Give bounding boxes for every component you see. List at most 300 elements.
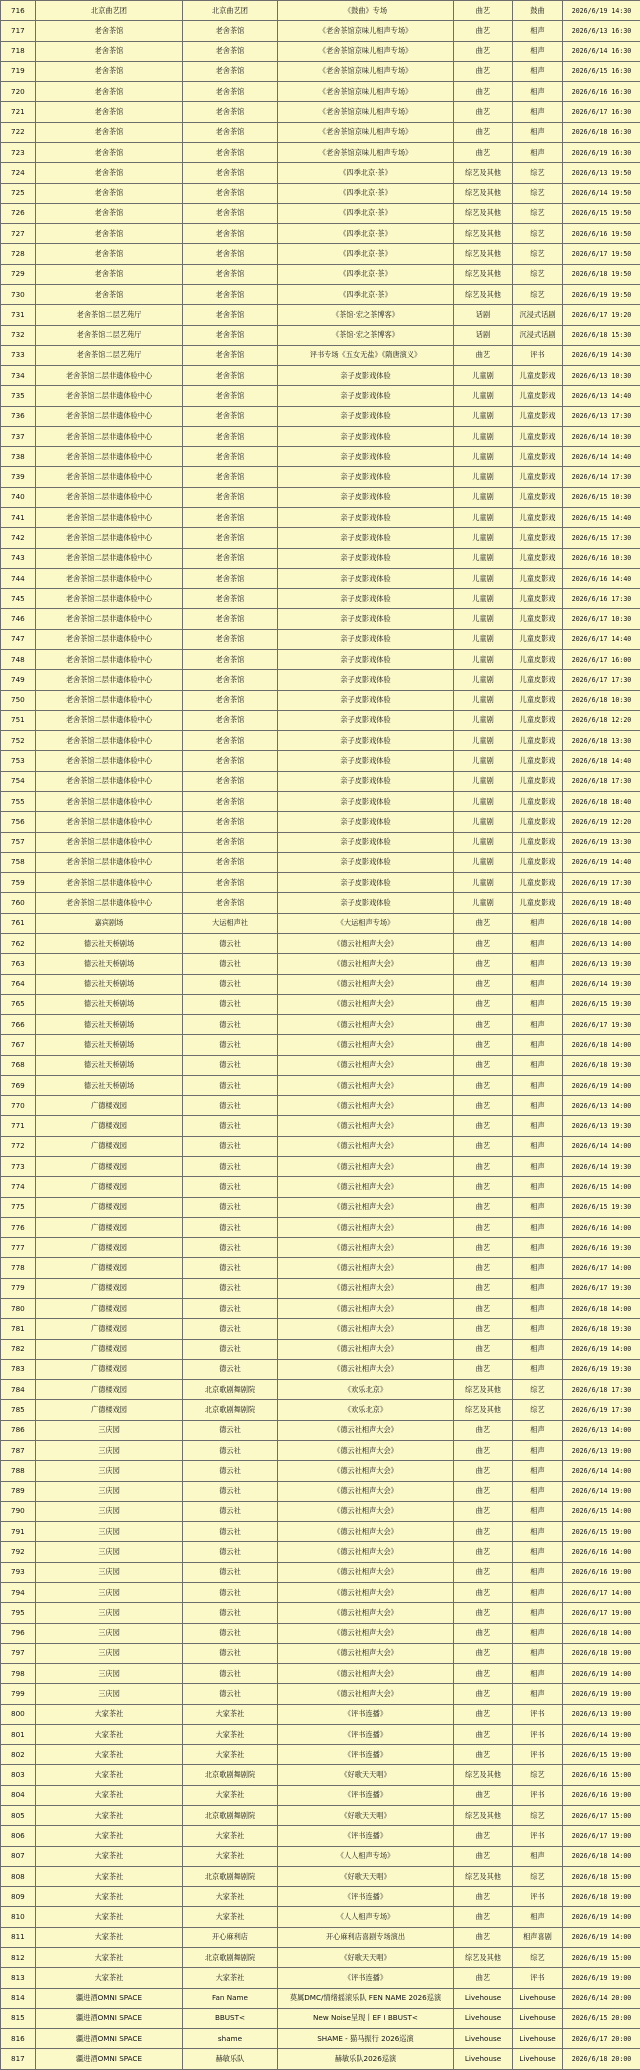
category-cell: 综艺及其他 [454, 1948, 513, 1968]
subcategory-cell: 综艺 [513, 1806, 563, 1826]
subcategory-cell: 综艺 [513, 183, 563, 203]
category-cell: 综艺及其他 [454, 163, 513, 183]
table-row [1, 1420, 640, 1440]
row-number-cell: 716 [1, 1, 36, 21]
program-title-cell: 亲子皮影戏体验 [278, 629, 454, 649]
category-cell: 儿童剧 [454, 710, 513, 730]
venue-cell: 广德楼戏园 [36, 1217, 183, 1237]
organizer-cell: 开心麻利店 [183, 1927, 278, 1947]
datetime-cell: 2026/6/18 19:30 [563, 1055, 640, 1075]
row-number-cell: 791 [1, 1522, 36, 1542]
row-number-cell: 789 [1, 1481, 36, 1501]
organizer-cell: 德云社 [183, 1278, 278, 1298]
category-cell: 综艺及其他 [454, 1806, 513, 1826]
row-number-cell: 760 [1, 893, 36, 913]
table-row [1, 1339, 640, 1359]
category-cell: 儿童剧 [454, 386, 513, 406]
category-cell: 曲艺 [454, 1724, 513, 1744]
venue-cell: 老舍茶馆二层非遗体验中心 [36, 731, 183, 751]
category-cell: 曲艺 [454, 1035, 513, 1055]
table-row [1, 1035, 640, 1055]
subcategory-cell: 相声 [513, 1055, 563, 1075]
datetime-cell: 2026/6/13 17:30 [563, 406, 640, 426]
venue-cell: 老舍茶馆二层非遗体验中心 [36, 548, 183, 568]
row-number-cell: 755 [1, 791, 36, 811]
venue-cell: 三庆园 [36, 1501, 183, 1521]
organizer-cell: 大家茶社 [183, 1704, 278, 1724]
program-title-cell: 《德云社相声大会》 [278, 994, 454, 1014]
datetime-cell: 2026/6/19 19:00 [563, 1968, 640, 1988]
organizer-cell: 老舍茶馆 [183, 771, 278, 791]
table-row [1, 1075, 640, 1095]
venue-cell: 德云社天桥剧场 [36, 933, 183, 953]
organizer-cell: 老舍茶馆 [183, 183, 278, 203]
subcategory-cell: 相声 [513, 1136, 563, 1156]
subcategory-cell: 相声 [513, 142, 563, 162]
category-cell: 儿童剧 [454, 771, 513, 791]
table-row [1, 447, 640, 467]
datetime-cell: 2026/6/13 14:40 [563, 386, 640, 406]
venue-cell: 老舍茶馆二层非遗体验中心 [36, 609, 183, 629]
program-title-cell: 亲子皮影戏体验 [278, 447, 454, 467]
subcategory-cell: 儿童皮影戏 [513, 508, 563, 528]
table-row [1, 629, 640, 649]
category-cell: 儿童剧 [454, 406, 513, 426]
table-row [1, 82, 640, 102]
organizer-cell: 德云社 [183, 1542, 278, 1562]
organizer-cell: 北京歌剧舞剧院 [183, 1866, 278, 1886]
category-cell: 曲艺 [454, 1481, 513, 1501]
subcategory-cell: 儿童皮影戏 [513, 528, 563, 548]
category-cell: 儿童剧 [454, 832, 513, 852]
table-row [1, 508, 640, 528]
category-cell: 曲艺 [454, 1319, 513, 1339]
organizer-cell: 德云社 [183, 1238, 278, 1258]
venue-cell: 老舍茶馆二层非遗体验中心 [36, 426, 183, 446]
row-number-cell: 740 [1, 487, 36, 507]
category-cell: 曲艺 [454, 1, 513, 21]
program-title-cell: 《四季北京·茶》 [278, 224, 454, 244]
organizer-cell: 德云社 [183, 1339, 278, 1359]
datetime-cell: 2026/6/14 19:30 [563, 1157, 640, 1177]
program-title-cell: 亲子皮影戏体验 [278, 873, 454, 893]
subcategory-cell: 儿童皮影戏 [513, 589, 563, 609]
row-number-cell: 739 [1, 467, 36, 487]
row-number-cell: 793 [1, 1562, 36, 1582]
datetime-cell: 2026/6/15 19:30 [563, 994, 640, 1014]
organizer-cell: 德云社 [183, 1319, 278, 1339]
subcategory-cell: 综艺 [513, 1380, 563, 1400]
category-cell: 曲艺 [454, 1704, 513, 1724]
datetime-cell: 2026/6/16 19:50 [563, 224, 640, 244]
datetime-cell: 2026/6/18 19:50 [563, 264, 640, 284]
venue-cell: 广德楼戏园 [36, 1278, 183, 1298]
row-number-cell: 804 [1, 1785, 36, 1805]
organizer-cell: 德云社 [183, 1664, 278, 1684]
organizer-cell: 大家茶社 [183, 1968, 278, 1988]
venue-cell: 广德楼戏园 [36, 1238, 183, 1258]
table-row [1, 1846, 640, 1866]
datetime-cell: 2026/6/13 14:00 [563, 1420, 640, 1440]
row-number-cell: 738 [1, 447, 36, 467]
row-number-cell: 794 [1, 1582, 36, 1602]
row-number-cell: 749 [1, 670, 36, 690]
program-title-cell: 《德云社相声大会》 [278, 1157, 454, 1177]
category-cell: 曲艺 [454, 913, 513, 933]
program-title-cell: 亲子皮影戏体验 [278, 386, 454, 406]
program-title-cell: 《评书连播》 [278, 1745, 454, 1765]
venue-cell: 老舍茶馆 [36, 41, 183, 61]
program-title-cell: 亲子皮影戏体验 [278, 487, 454, 507]
datetime-cell: 2026/6/17 19:30 [563, 1015, 640, 1035]
datetime-cell: 2026/6/14 10:30 [563, 426, 640, 446]
table-row [1, 893, 640, 913]
organizer-cell: BBUST< [183, 2008, 278, 2028]
organizer-cell: 老舍茶馆 [183, 366, 278, 386]
datetime-cell: 2026/6/17 20:00 [563, 2029, 640, 2049]
table-row [1, 1826, 640, 1846]
program-title-cell: 《四季北京·茶》 [278, 163, 454, 183]
venue-cell: 北京曲艺团 [36, 1, 183, 21]
datetime-cell: 2026/6/19 19:50 [563, 284, 640, 304]
venue-cell: 大家茶社 [36, 1724, 183, 1744]
category-cell: 曲艺 [454, 61, 513, 81]
subcategory-cell: 相声 [513, 1096, 563, 1116]
organizer-cell: 老舍茶馆 [183, 61, 278, 81]
datetime-cell: 2026/6/15 19:00 [563, 1745, 640, 1765]
program-title-cell: 亲子皮影戏体验 [278, 751, 454, 771]
organizer-cell: 老舍茶馆 [183, 203, 278, 223]
category-cell: 儿童剧 [454, 467, 513, 487]
row-number-cell: 783 [1, 1359, 36, 1379]
venue-cell: 老舍茶馆 [36, 264, 183, 284]
table-row [1, 548, 640, 568]
venue-cell: 老舍茶馆 [36, 102, 183, 122]
category-cell: 儿童剧 [454, 426, 513, 446]
program-title-cell: 《欢乐北京》 [278, 1400, 454, 1420]
table-row [1, 1359, 640, 1379]
organizer-cell: 大家茶社 [183, 1887, 278, 1907]
subcategory-cell: 相声 [513, 1339, 563, 1359]
datetime-cell: 2026/6/18 10:30 [563, 690, 640, 710]
datetime-cell: 2026/6/18 19:30 [563, 1319, 640, 1339]
subcategory-cell: 儿童皮影戏 [513, 791, 563, 811]
datetime-cell: 2026/6/18 14:40 [563, 751, 640, 771]
row-number-cell: 802 [1, 1745, 36, 1765]
program-title-cell: 亲子皮影戏体验 [278, 710, 454, 730]
subcategory-cell: 相声 [513, 82, 563, 102]
venue-cell: 大家茶社 [36, 1948, 183, 1968]
table-row [1, 244, 640, 264]
table-row [1, 487, 640, 507]
table-row [1, 1887, 640, 1907]
category-cell: 曲艺 [454, 1745, 513, 1765]
table-row [1, 1522, 640, 1542]
organizer-cell: 老舍茶馆 [183, 244, 278, 264]
venue-cell: 老舍茶馆 [36, 61, 183, 81]
venue-cell: 大家茶社 [36, 1765, 183, 1785]
organizer-cell: 老舍茶馆 [183, 852, 278, 872]
datetime-cell: 2026/6/13 10:30 [563, 366, 640, 386]
organizer-cell: 德云社 [183, 954, 278, 974]
organizer-cell: 德云社 [183, 974, 278, 994]
table-row [1, 2008, 640, 2028]
venue-cell: 大家茶社 [36, 1968, 183, 1988]
program-title-cell: 《德云社相声大会》 [278, 1258, 454, 1278]
datetime-cell: 2026/6/13 16:30 [563, 21, 640, 41]
program-title-cell: 《老舍茶馆京味儿相声专场》 [278, 21, 454, 41]
venue-cell: 疆进酒OMNI SPACE [36, 2049, 183, 2069]
venue-cell: 三庆园 [36, 1461, 183, 1481]
program-title-cell: 开心麻利店喜剧专场演出 [278, 1927, 454, 1947]
program-title-cell: 亲子皮影戏体验 [278, 771, 454, 791]
category-cell: 曲艺 [454, 1440, 513, 1460]
datetime-cell: 2026/6/18 17:30 [563, 771, 640, 791]
subcategory-cell: 评书 [513, 1704, 563, 1724]
organizer-cell: 老舍茶馆 [183, 284, 278, 304]
organizer-cell: 德云社 [183, 1582, 278, 1602]
table-row [1, 1542, 640, 1562]
datetime-cell: 2026/6/19 13:30 [563, 832, 640, 852]
category-cell: 曲艺 [454, 1136, 513, 1156]
row-number-cell: 757 [1, 832, 36, 852]
organizer-cell: 老舍茶馆 [183, 710, 278, 730]
program-title-cell: 《德云社相声大会》 [278, 1116, 454, 1136]
venue-cell: 广德楼戏园 [36, 1299, 183, 1319]
organizer-cell: 老舍茶馆 [183, 528, 278, 548]
category-cell: 曲艺 [454, 1684, 513, 1704]
datetime-cell: 2026/6/19 17:30 [563, 873, 640, 893]
program-title-cell: 《德云社相声大会》 [278, 1299, 454, 1319]
venue-cell: 广德楼戏园 [36, 1116, 183, 1136]
category-cell: 曲艺 [454, 954, 513, 974]
category-cell: 曲艺 [454, 142, 513, 162]
program-title-cell: 亲子皮影戏体验 [278, 731, 454, 751]
category-cell: 儿童剧 [454, 366, 513, 386]
venue-cell: 三庆园 [36, 1481, 183, 1501]
category-cell: 曲艺 [454, 1055, 513, 1075]
category-cell: 曲艺 [454, 1258, 513, 1278]
table-row [1, 2049, 640, 2069]
organizer-cell: 北京歌剧舞剧院 [183, 1380, 278, 1400]
subcategory-cell: 儿童皮影戏 [513, 629, 563, 649]
organizer-cell: 老舍茶馆 [183, 264, 278, 284]
program-title-cell: 亲子皮影戏体验 [278, 812, 454, 832]
subcategory-cell: 儿童皮影戏 [513, 832, 563, 852]
subcategory-cell: 相声 [513, 1440, 563, 1460]
subcategory-cell: 相声 [513, 933, 563, 953]
row-number-cell: 717 [1, 21, 36, 41]
organizer-cell: 老舍茶馆 [183, 832, 278, 852]
venue-cell: 老舍茶馆二层非遗体验中心 [36, 386, 183, 406]
subcategory-cell: 相声 [513, 1420, 563, 1440]
datetime-cell: 2026/6/13 19:30 [563, 954, 640, 974]
category-cell: 综艺及其他 [454, 1400, 513, 1420]
table-row [1, 1562, 640, 1582]
row-number-cell: 721 [1, 102, 36, 122]
table-row [1, 1745, 640, 1765]
organizer-cell: 德云社 [183, 1197, 278, 1217]
program-title-cell: 评书专场《五女无盐》《隋唐演义》 [278, 345, 454, 365]
organizer-cell: 德云社 [183, 1420, 278, 1440]
row-number-cell: 816 [1, 2029, 36, 2049]
category-cell: 曲艺 [454, 1177, 513, 1197]
organizer-cell: 老舍茶馆 [183, 21, 278, 41]
category-cell: 曲艺 [454, 1826, 513, 1846]
subcategory-cell: 儿童皮影戏 [513, 548, 563, 568]
venue-cell: 大家茶社 [36, 1785, 183, 1805]
table-row [1, 1806, 640, 1826]
datetime-cell: 2026/6/15 14:00 [563, 1177, 640, 1197]
category-cell: 曲艺 [454, 1887, 513, 1907]
program-title-cell: 《德云社相声大会》 [278, 1643, 454, 1663]
program-title-cell: 亲子皮影戏体验 [278, 852, 454, 872]
venue-cell: 老舍茶馆 [36, 163, 183, 183]
program-title-cell: 《德云社相声大会》 [278, 1217, 454, 1237]
venue-cell: 老舍茶馆 [36, 244, 183, 264]
organizer-cell: 大家茶社 [183, 1785, 278, 1805]
datetime-cell: 2026/6/15 19:30 [563, 1197, 640, 1217]
datetime-cell: 2026/6/14 14:00 [563, 1461, 640, 1481]
venue-cell: 老舍茶馆二层非遗体验中心 [36, 406, 183, 426]
venue-cell: 大家茶社 [36, 1704, 183, 1724]
organizer-cell: 老舍茶馆 [183, 102, 278, 122]
venue-cell: 疆进酒OMNI SPACE [36, 2008, 183, 2028]
venue-cell: 德云社天桥剧场 [36, 1055, 183, 1075]
datetime-cell: 2026/6/18 14:00 [563, 1299, 640, 1319]
table-row [1, 1258, 640, 1278]
table-row [1, 1724, 640, 1744]
category-cell: 曲艺 [454, 1197, 513, 1217]
venue-cell: 老舍茶馆二层非遗体验中心 [36, 852, 183, 872]
organizer-cell: 德云社 [183, 1603, 278, 1623]
program-title-cell: 《德云社相声大会》 [278, 1055, 454, 1075]
row-number-cell: 772 [1, 1136, 36, 1156]
program-title-cell: 《德云社相声大会》 [278, 1339, 454, 1359]
row-number-cell: 769 [1, 1075, 36, 1095]
venue-cell: 老舍茶馆二层非遗体验中心 [36, 366, 183, 386]
program-title-cell: 亲子皮影戏体验 [278, 366, 454, 386]
table-row [1, 1866, 640, 1886]
datetime-cell: 2026/6/18 17:30 [563, 1380, 640, 1400]
row-number-cell: 723 [1, 142, 36, 162]
venue-cell: 广德楼戏园 [36, 1197, 183, 1217]
category-cell: 曲艺 [454, 994, 513, 1014]
organizer-cell: 大家茶社 [183, 1724, 278, 1744]
program-title-cell: 亲子皮影戏体验 [278, 406, 454, 426]
organizer-cell: 德云社 [183, 994, 278, 1014]
table-row [1, 224, 640, 244]
category-cell: 曲艺 [454, 1359, 513, 1379]
table-row [1, 1481, 640, 1501]
program-title-cell: 《德云社相声大会》 [278, 1015, 454, 1035]
datetime-cell: 2026/6/19 14:00 [563, 1339, 640, 1359]
row-number-cell: 747 [1, 629, 36, 649]
category-cell: 儿童剧 [454, 548, 513, 568]
venue-cell: 疆进酒OMNI SPACE [36, 2029, 183, 2049]
datetime-cell: 2026/6/15 14:00 [563, 1501, 640, 1521]
category-cell: Livehouse [454, 2029, 513, 2049]
venue-cell: 老舍茶馆二层非遗体验中心 [36, 467, 183, 487]
program-title-cell: 莫属DMC/情绪摇滚乐队 FEN NAME 2026巡演 [278, 1988, 454, 2008]
program-title-cell: 《德云社相声大会》 [278, 1197, 454, 1217]
program-title-cell: 《好歌天天唱》 [278, 1765, 454, 1785]
organizer-cell: 德云社 [183, 1440, 278, 1460]
organizer-cell: shame [183, 2029, 278, 2049]
category-cell: 儿童剧 [454, 650, 513, 670]
category-cell: 儿童剧 [454, 690, 513, 710]
venue-cell: 老舍茶馆二层艺苑厅 [36, 305, 183, 325]
subcategory-cell: 鼓曲 [513, 1, 563, 21]
row-number-cell: 809 [1, 1887, 36, 1907]
organizer-cell: 德云社 [183, 1217, 278, 1237]
venue-cell: 三庆园 [36, 1420, 183, 1440]
table-row [1, 670, 640, 690]
program-title-cell: 《德云社相声大会》 [278, 933, 454, 953]
program-title-cell: 亲子皮影戏体验 [278, 467, 454, 487]
program-title-cell: 《德云社相声大会》 [278, 1035, 454, 1055]
organizer-cell: 德云社 [183, 1501, 278, 1521]
category-cell: 曲艺 [454, 1562, 513, 1582]
row-number-cell: 777 [1, 1238, 36, 1258]
category-cell: 曲艺 [454, 1927, 513, 1947]
datetime-cell: 2026/6/15 10:30 [563, 487, 640, 507]
table-row [1, 1380, 640, 1400]
program-title-cell: 《评书连播》 [278, 1968, 454, 1988]
subcategory-cell: 综艺 [513, 163, 563, 183]
category-cell: 儿童剧 [454, 568, 513, 588]
organizer-cell: 老舍茶馆 [183, 670, 278, 690]
subcategory-cell: 评书 [513, 1968, 563, 1988]
organizer-cell: 老舍茶馆 [183, 893, 278, 913]
category-cell: 曲艺 [454, 1217, 513, 1237]
organizer-cell: 老舍茶馆 [183, 406, 278, 426]
row-number-cell: 719 [1, 61, 36, 81]
table-row [1, 1927, 640, 1947]
subcategory-cell: 综艺 [513, 1948, 563, 1968]
category-cell: 曲艺 [454, 1582, 513, 1602]
subcategory-cell: 相声 [513, 1116, 563, 1136]
venue-cell: 德云社天桥剧场 [36, 974, 183, 994]
subcategory-cell: 综艺 [513, 284, 563, 304]
table-row [1, 1785, 640, 1805]
datetime-cell: 2026/6/14 19:50 [563, 183, 640, 203]
table-row [1, 1116, 640, 1136]
row-number-cell: 718 [1, 41, 36, 61]
organizer-cell: 北京歌剧舞剧院 [183, 1765, 278, 1785]
venue-cell: 老舍茶馆 [36, 284, 183, 304]
category-cell: 曲艺 [454, 1015, 513, 1035]
row-number-cell: 774 [1, 1177, 36, 1197]
datetime-cell: 2026/6/19 19:30 [563, 1359, 640, 1379]
row-number-cell: 752 [1, 731, 36, 751]
category-cell: 曲艺 [454, 1157, 513, 1177]
organizer-cell: Fan Name [183, 1988, 278, 2008]
row-number-cell: 764 [1, 974, 36, 994]
venue-cell: 广德楼戏园 [36, 1096, 183, 1116]
venue-cell: 德云社天桥剧场 [36, 1035, 183, 1055]
datetime-cell: 2026/6/17 16:00 [563, 650, 640, 670]
table-row [1, 183, 640, 203]
subcategory-cell: 综艺 [513, 244, 563, 264]
row-number-cell: 726 [1, 203, 36, 223]
category-cell: 曲艺 [454, 1461, 513, 1481]
datetime-cell: 2026/6/14 19:00 [563, 1724, 640, 1744]
row-number-cell: 803 [1, 1765, 36, 1785]
organizer-cell: 德云社 [183, 1522, 278, 1542]
subcategory-cell: 相声 [513, 1684, 563, 1704]
datetime-cell: 2026/6/19 17:30 [563, 1400, 640, 1420]
